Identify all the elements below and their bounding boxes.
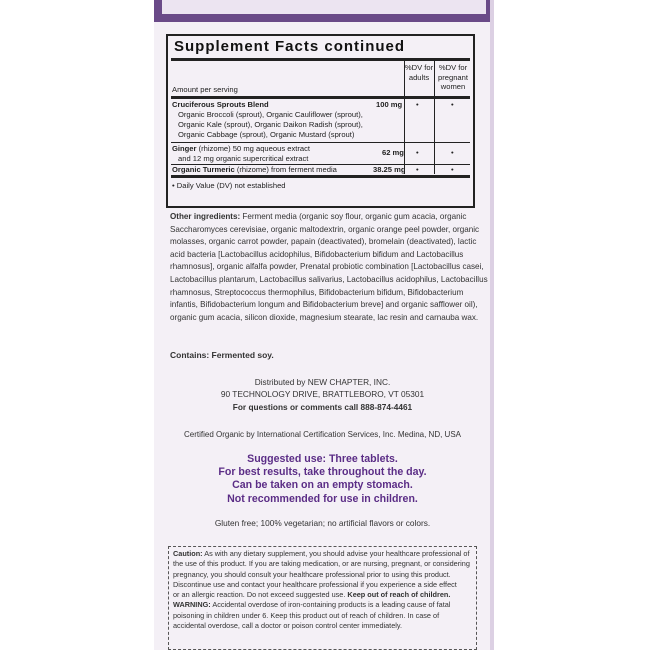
ginger-extract-detail: and 12 mg organic supercritical extract bbox=[178, 154, 309, 163]
nutrient-name: Cruciferous Sprouts Blend bbox=[172, 100, 269, 109]
caution-box bbox=[168, 546, 477, 650]
blend-ingredient: Organic Cabbage (sprout), Organic Mustard (sprout) bbox=[178, 130, 355, 139]
supplement-facts-panel bbox=[166, 34, 475, 208]
nutrient-turmeric: Organic Turmeric (rhizome) from ferment media bbox=[172, 165, 337, 174]
column-header-adults: %DV for adults bbox=[404, 63, 434, 82]
column-header-pregnant: %DV for pregnant women bbox=[438, 63, 468, 92]
nutrient-amount: 62 mg bbox=[382, 148, 404, 157]
divider bbox=[171, 96, 470, 99]
dv-pregnant: • bbox=[451, 148, 454, 157]
nutrient-amount: 38.25 mg bbox=[373, 165, 406, 174]
blend-ingredient: Organic Broccoli (sprout), Organic Cauliflower (sprout), bbox=[178, 110, 363, 119]
facts-title: Supplement Facts continued bbox=[174, 38, 406, 55]
divider bbox=[171, 175, 470, 178]
footnote: • Daily Value (DV) not established bbox=[172, 181, 286, 190]
box-edge bbox=[490, 0, 494, 650]
caution-text: Caution: As with any dietary supplement, you should advise your healthcare professional of the use of this product. If you are taking medication, or are nursing, pregnant, or considering pregnancy, you should consult your healthcare professional prior to using this product. Discontinue use and contact your healthcare professional if you experience a side effect or an allergic reaction. Do not exceed suggested use. Keep out of reach of children. WARNING: Accidental overdose of iron-containing products is a leading cause of fatal poisoning in children under 6. Keep this product out of reach of children. In case of accidental overdose, call a doctor or poison control center immediately. bbox=[173, 549, 470, 631]
dietary-claims: Gluten free; 100% vegetarian; no artificial flavors or colors. bbox=[214, 518, 431, 528]
divider bbox=[171, 58, 470, 61]
column-divider bbox=[434, 58, 435, 174]
dv-pregnant: • bbox=[451, 165, 454, 174]
amount-per-serving: Amount per serving bbox=[172, 85, 238, 94]
blend-ingredient: Organic Kale (sprout), Organic Daikon Radish (sprout), bbox=[178, 120, 363, 129]
other-ingredients: Other ingredients: Ferment media (organic soy flour, organic gum acacia, organic Saccharomyces cerevisiae, organic maltodextrin, organic orange peel powder, organic molasses, organic carrot powder, papain (deactivated), bromelain (deactivated), lactic acid bacteria [Lactobacillus acidophilus, Bifidobacterium bifidum and Lactobacillus rhamnosus], organic alfalfa powder, Prenatal probiotic combination [Lactobacillus casei, Lactobacillus plantarum, Lactobacillus salivarius, Lactobacillus acidophilus, Lactobacillus rhamnosus, Streptococcus thermophilus, Bifidobacterium bifidum, Bifidobacterium infantis, Bifidobacterium longum and Bifidobacterium breve] and organic safflower oil), organic gum acacia, silicon dioxide, magnesium stearate, lac resin and carnauba wax. bbox=[170, 212, 488, 322]
dv-adults: • bbox=[416, 148, 419, 157]
nutrient-amount: 100 mg bbox=[376, 100, 403, 109]
certification: Certified Organic by International Certification Services, Inc. Medina, ND, USA bbox=[183, 430, 461, 439]
dv-adults: • bbox=[416, 165, 419, 174]
box-top-flap bbox=[154, 0, 494, 22]
divider bbox=[171, 142, 470, 143]
distributor-info: Distributed by NEW CHAPTER, INC. 90 TECHNOLOGY DRIVE, BRATTLEBORO, VT 05301 For questions or comments call 888-874-4461 bbox=[220, 377, 425, 412]
column-divider bbox=[404, 58, 405, 174]
dv-pregnant: • bbox=[451, 100, 454, 109]
dv-adults: • bbox=[416, 100, 419, 109]
nutrient-ginger: Ginger (rhizome) 50 mg aqueous extract bbox=[172, 144, 311, 153]
suggested-use: Suggested use: Three tablets. For best results, take throughout the day. Can be taken on an empty stomach. Not recommended for use in children. bbox=[218, 453, 427, 505]
allergen-contains: Contains: Fermented soy. bbox=[170, 350, 274, 360]
